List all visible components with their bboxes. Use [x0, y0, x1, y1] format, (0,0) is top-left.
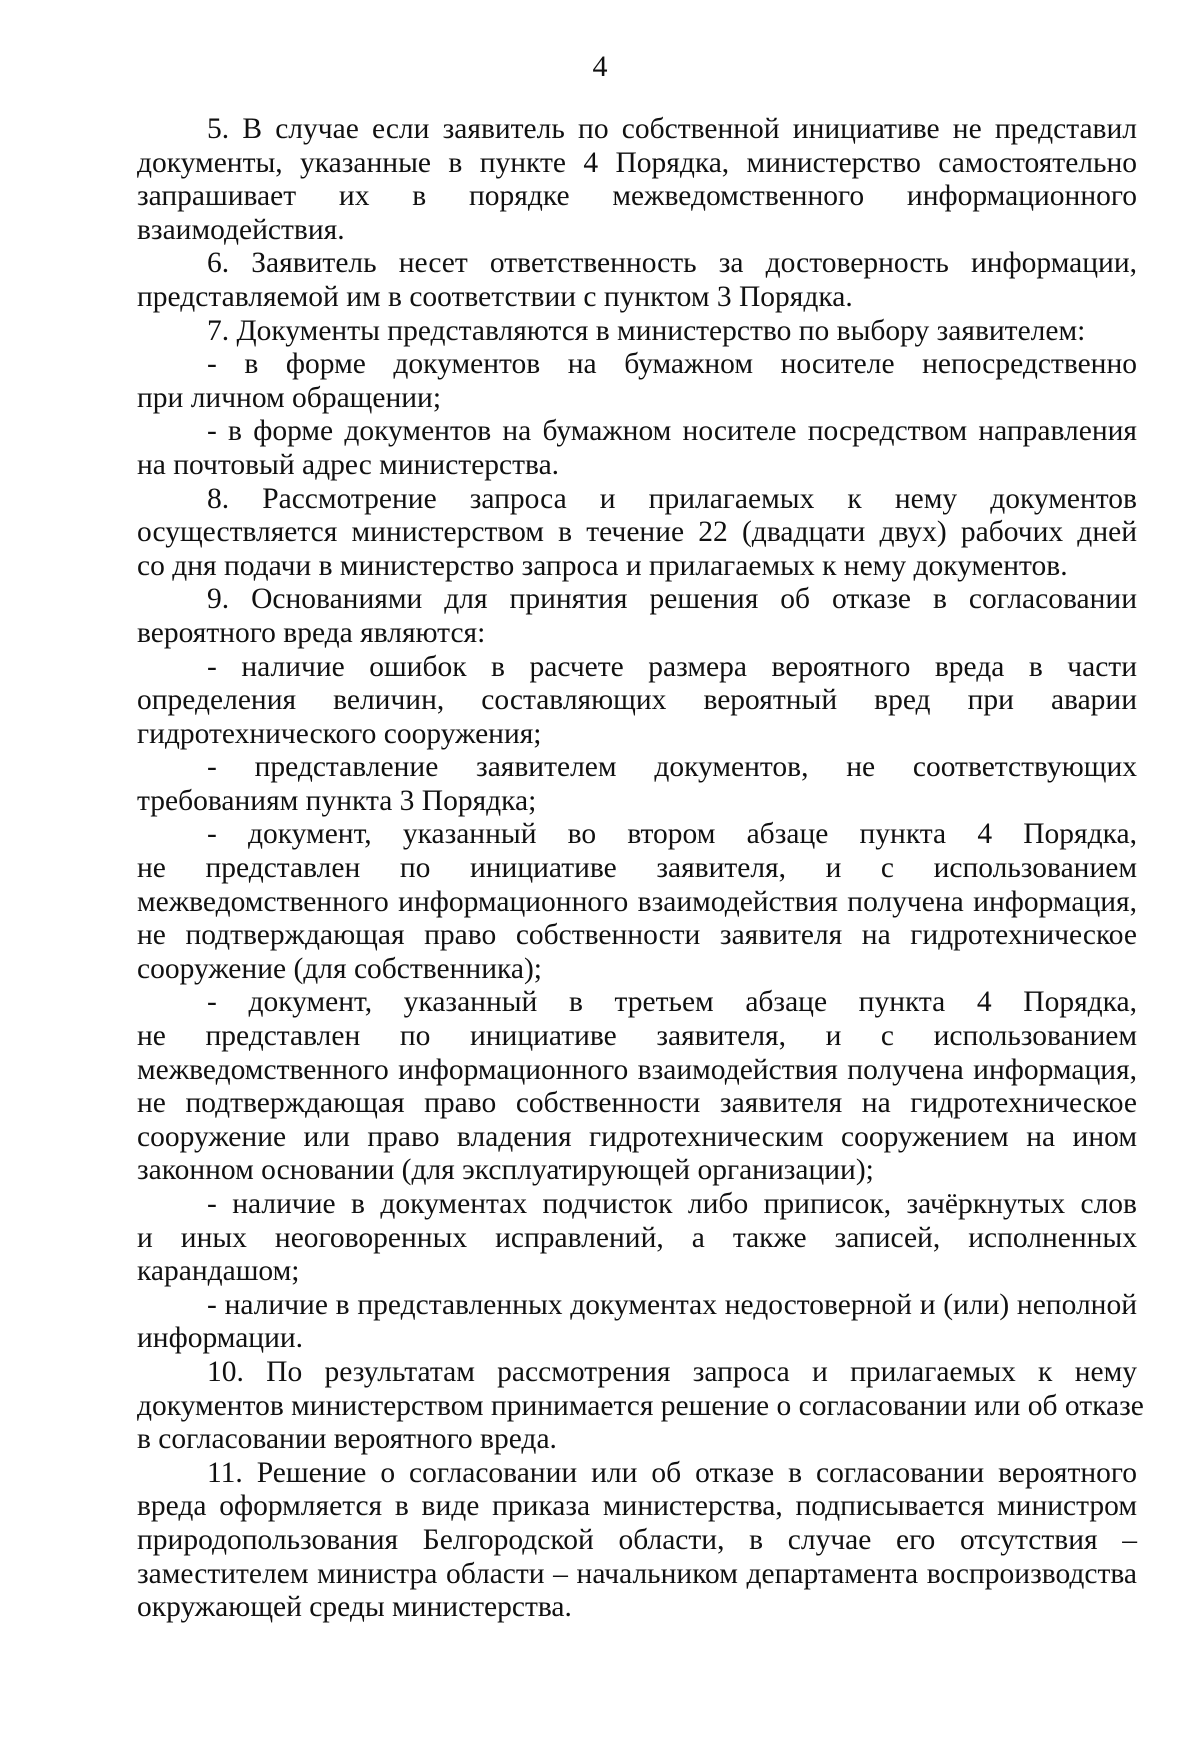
text-line: документы, указанные в пункте 4 Порядка, министерство самостоятельно — [137, 146, 1137, 179]
text-line: - наличие ошибок в расчете размера вероятного вреда в части — [207, 650, 1137, 683]
text-line: не подтверждающая право собственности заявителя на гидротехническое — [137, 1087, 1137, 1120]
text-line: 11. Решение о согласовании или об отказе в согласовании вероятного — [207, 1456, 1137, 1489]
text-line: и иных неоговоренных исправлений, а также записей, исполненных — [137, 1221, 1137, 1254]
text-line: в согласовании вероятного вреда. — [137, 1423, 557, 1456]
text-line: межведомственного информационного взаимодействия получена информация, — [137, 885, 1137, 918]
text-line: - в форме документов на бумажном носителе непосредственно — [207, 348, 1137, 381]
text-line: природопользования Белгородской области, в случае его отсутствия – — [137, 1523, 1137, 1556]
text-line: осуществляется министерством в течение 22 (двадцати двух) рабочих дней — [137, 516, 1137, 549]
text-line: 6. Заявитель несет ответственность за достоверность информации, — [207, 247, 1137, 280]
text-line: запрашивает их в порядке межведомственного информационного — [137, 180, 1137, 213]
text-line: межведомственного информационного взаимодействия получена информация, — [137, 1053, 1137, 1086]
text-line: определения величин, составляющих вероятный вред при аварии — [137, 684, 1137, 717]
text-line: вероятного вреда являются: — [137, 616, 486, 649]
text-line: - документ, указанный во втором абзаце пункта 4 Порядка, — [207, 818, 1137, 851]
text-line: требованиям пункта 3 Порядка; — [137, 784, 537, 817]
text-line: - в форме документов на бумажном носителе посредством направления — [207, 415, 1137, 448]
text-line: со дня подачи в министерство запроса и прилагаемых к нему документов. — [137, 549, 1068, 582]
text-line: гидротехнического сооружения; — [137, 717, 542, 750]
text-line: информации. — [137, 1322, 304, 1355]
text-line: сооружение (для собственника); — [137, 952, 542, 985]
text-line: не представлен по инициативе заявителя, и с использованием — [137, 852, 1137, 885]
text-line: законном основании (для эксплуатирующей организации); — [137, 1154, 874, 1187]
text-line: не подтверждающая право собственности заявителя на гидротехническое — [137, 919, 1137, 952]
text-line: взаимодействия. — [137, 213, 345, 246]
text-line: - документ, указанный в третьем абзаце пункта 4 Порядка, — [207, 986, 1137, 1019]
document-body — [137, 113, 1144, 1625]
text-line: на почтовый адрес министерства. — [137, 448, 560, 481]
page-number: 4 — [592, 50, 608, 83]
text-line: заместителем министра области – начальником департамента воспроизводства — [137, 1557, 1137, 1590]
text-line: вреда оформляется в виде приказа министерства, подписывается министром — [137, 1490, 1137, 1523]
text-line: 7. Документы представляются в министерство по выбору заявителем: — [207, 314, 1086, 347]
text-line: 8. Рассмотрение запроса и прилагаемых к нему документов — [207, 482, 1137, 515]
text-line: сооружение или право владения гидротехническим сооружением на ином — [137, 1120, 1137, 1153]
text-line: - наличие в документах подчисток либо приписок, зачёркнутых слов — [207, 1188, 1137, 1220]
text-line: 10. По результатам рассмотрения запроса и прилагаемых к нему — [207, 1355, 1137, 1388]
text-line: 9. Основаниями для принятия решения об отказе в согласовании — [207, 583, 1137, 616]
text-line: документов министерством принимается решение о согласовании или об отказе — [137, 1389, 1144, 1422]
text-line: - представление заявителем документов, не соответствующих — [207, 751, 1137, 784]
text-line: - наличие в представленных документах недостоверной и (или) неполной — [207, 1288, 1137, 1321]
text-line: окружающей среды министерства. — [137, 1591, 572, 1624]
text-line: карандашом; — [137, 1255, 300, 1288]
text-line: представляемой им в соответствии с пунктом 3 Порядка. — [137, 280, 853, 313]
text-line: при личном обращении; — [137, 381, 442, 414]
text-line: не представлен по инициативе заявителя, и с использованием — [137, 1020, 1137, 1053]
text-line: 5. В случае если заявитель по собственной инициативе не представил — [207, 113, 1137, 145]
